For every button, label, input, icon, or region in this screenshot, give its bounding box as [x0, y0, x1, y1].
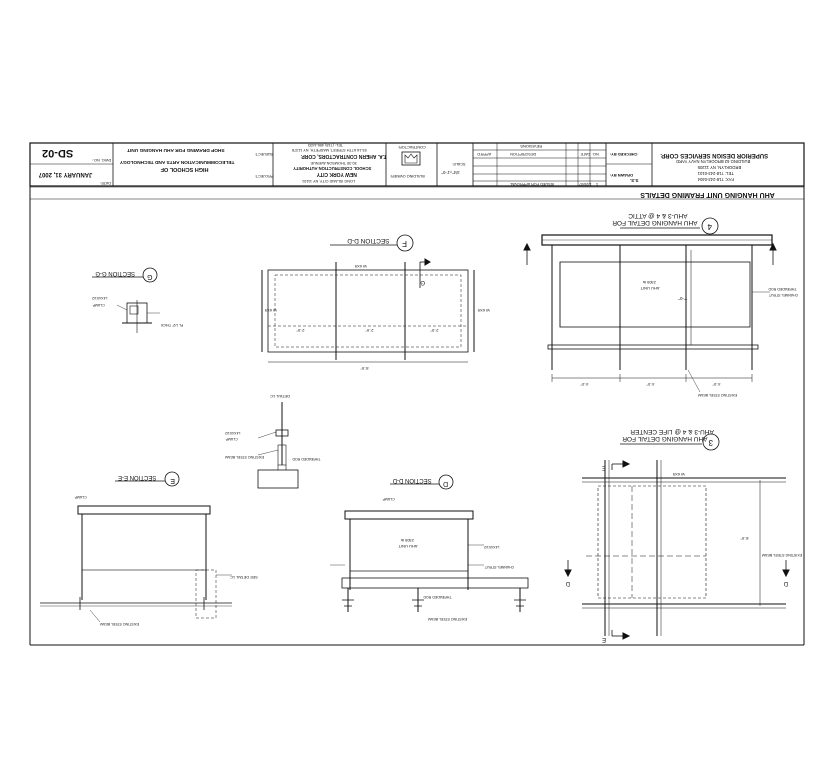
detail-4-title-1: AHU HANGING DETAIL FOR [612, 219, 698, 226]
detail-E-title: SECTION E-E [118, 474, 157, 480]
detail-4-title-2: AHU-3 & 4 @ ATTIC [628, 212, 688, 219]
rev-header-date: DATE [580, 152, 591, 156]
detail-D-unit-label: AHU UNIT [398, 544, 418, 549]
detail-1c [258, 402, 298, 488]
detail-1c-note-1: L4X4X1/2 [225, 431, 241, 435]
detail-4-unit-label: AHU UNIT [640, 286, 660, 291]
drawn-by-label: DRAWN BY: [610, 173, 633, 178]
detail-G-text [92, 270, 183, 327]
firm-address-1: BUILDING 62 BROOKLYN NAVY YARD [676, 159, 751, 164]
detail-D-section [330, 475, 528, 612]
detail-D-note-5: EXISTING STEEL BEAM [428, 617, 468, 621]
detail-F-dim-1: 2'-9" [296, 328, 305, 333]
detail-F-text [264, 237, 490, 371]
detail-E-letter: E [170, 477, 175, 484]
detail-F-tag-2: W 6X9 [264, 308, 277, 313]
building-owner-label: BUILDING OWNER: [390, 174, 425, 178]
contractor-label: CONTRACTOR: [398, 145, 426, 149]
project-label: PROJECT: [255, 174, 274, 178]
title-block-text [38, 143, 768, 186]
detail-E-note-2: EXISTING STEEL BEAM [100, 622, 140, 626]
detail-3-number: 3 [708, 438, 713, 447]
dwg-label: DWG. NO.: [92, 158, 112, 162]
subject-value: SHOP DRAWING FOR AHU HANGING UNIT [127, 147, 225, 152]
detail-F-dim-total: 8'-9" [360, 366, 369, 371]
scale-value: 3/4"=1'-0" [441, 170, 460, 175]
project-name-1: HIGH SCHOOL OF [160, 166, 209, 172]
detail-F-dim-2: 2'-9" [365, 328, 374, 333]
owner-agency: SCHOOL CONSTRUCTION AUTHORITY [293, 166, 372, 171]
rev-header-no: NO. [592, 152, 599, 156]
detail-D-text [382, 477, 514, 621]
rev-header-appr: APPR'D [477, 152, 492, 156]
detail-4-dim-3: 4'-0" [712, 382, 721, 387]
detail-F-plan [262, 235, 474, 362]
detail-D-letter: D [443, 480, 449, 487]
detail-F-dim-3: 2'-9" [430, 328, 439, 333]
owner-name: NEW YORK CITY [316, 171, 357, 177]
rev-row-no: 1 [596, 182, 599, 186]
scale-label: SCALE: [452, 162, 466, 166]
rev-header-description: DESCRIPTION [510, 152, 537, 156]
detail-3-cut-D-right: D [783, 580, 788, 586]
contractor-name: T.A. AHERN CONTRACTORS, CORP. [300, 153, 387, 159]
detail-4-number: 4 [707, 222, 712, 231]
firm-address-2: BROOKLYN, NY 11205 [697, 165, 742, 170]
dwg-number: SD-02 [42, 147, 74, 159]
detail-F-letter: F [402, 239, 407, 248]
detail-4-unit-weight: 2300 lb [642, 280, 656, 285]
detail-E-note-1: CLAMP [74, 495, 87, 499]
detail-4-note-1: THREADED ROD [768, 287, 797, 291]
detail-D-note-1: CLAMP [382, 497, 395, 501]
detail-D-note-3: CHANNEL STRUT [484, 565, 515, 569]
rev-row-date: 1/25/07 [579, 182, 592, 186]
detail-4-text [580, 212, 798, 397]
detail-D-note-2: L4X4X1/2 [484, 545, 500, 549]
firm-fax: FAX: 718-243-0404 [697, 177, 734, 182]
owner-city: LONG ISLAND CITY, NY 11101 [302, 179, 356, 183]
detail-3-cut-D-left: D [565, 580, 570, 586]
detail-3-side-note: EXISTING STEEL BEAM [762, 553, 803, 557]
detail-D-title: SECTION D-D [392, 477, 432, 483]
detail-D-note-4: THREADED ROD [423, 595, 452, 599]
detail-3-text [565, 428, 802, 642]
owner-address: 30-30 THOMSON AVENUE [310, 161, 357, 165]
detail-4-note-3: EXISTING STEEL BEAM [698, 393, 738, 397]
detail-4-elevation [524, 218, 776, 392]
detail-G-note-1: L4X4X1/2 [92, 296, 108, 300]
detail-1c-label: DETAIL 1C [270, 394, 290, 399]
detail-4-note-2: CHANNEL STRUT [768, 293, 799, 297]
detail-3-dim: 8'-9" [740, 536, 749, 541]
date-value: JANUARY 31, 2007 [38, 171, 93, 177]
detail-E-callout: SEE DETAIL 1C [230, 575, 258, 579]
detail-4-dim-1: 4'-0" [580, 382, 589, 387]
sheet-title: AHU HANGING UNIT FRAMING DETAILS [640, 191, 775, 198]
rev-row-description: ISSUED FOR APPROVAL [510, 182, 555, 186]
detail-F-cut: G [420, 279, 425, 285]
revision-section-label: REVISIONS [520, 144, 543, 149]
firm-name: SUPERIOR DESIGN SERVICES CORP. [660, 152, 769, 158]
detail-1c-note-2: CLAMP [225, 437, 238, 441]
detail-G-letter: G [147, 273, 153, 280]
detail-G-title: SECTION G-G [95, 270, 136, 276]
detail-3-cut-E-top: E [602, 464, 607, 470]
detail-3-plan [565, 434, 789, 639]
detail-4-height: 7'-0" [678, 296, 688, 301]
detail-1c-note-4: EXISTING STEEL BEAM [225, 455, 265, 459]
detail-3-cut-E-bottom: E [602, 636, 607, 642]
detail-4-dim-2: 4'-0" [646, 382, 655, 387]
contractor-tel: TEL: (718) 456-4433 [308, 143, 344, 147]
contractor-address: 53-16 67TH STREET, MASPETH, NY 11378 [292, 148, 367, 152]
detail-F-tag-1: W 6X9 [354, 264, 367, 269]
detail-F-title: SECTION D-D [347, 237, 390, 244]
detail-3-title-2: AHU-3 & 4 @ LIFE CENTER [630, 428, 714, 435]
detail-F-tag-3: W 6X9 [477, 308, 490, 313]
detail-E-section [40, 472, 232, 622]
subject-label: SUBJECT: [255, 152, 273, 156]
detail-1c-note-3: THREADED ROD [292, 457, 321, 461]
drawn-by-value: S.S. [630, 178, 639, 183]
detail-G-note-3: PL 1/2" THICK [160, 323, 184, 327]
detail-1c-text [225, 394, 320, 461]
detail-3-title-1: AHU HANGING DETAIL FOR [622, 435, 708, 442]
date-label: DATE: [100, 181, 111, 185]
checked-by-label: CHECKED BY: [610, 152, 638, 157]
detail-3-tag: W 6X9 [672, 472, 685, 477]
detail-G-note-2: CLAMP [92, 303, 105, 307]
project-name-2: TELECOMMUNICATION ARTS AND TECHNOLOGY [119, 159, 235, 164]
firm-tel: TEL: 718-243-0101 [697, 171, 734, 176]
detail-D-unit-weight: 2300 lb [400, 538, 414, 543]
